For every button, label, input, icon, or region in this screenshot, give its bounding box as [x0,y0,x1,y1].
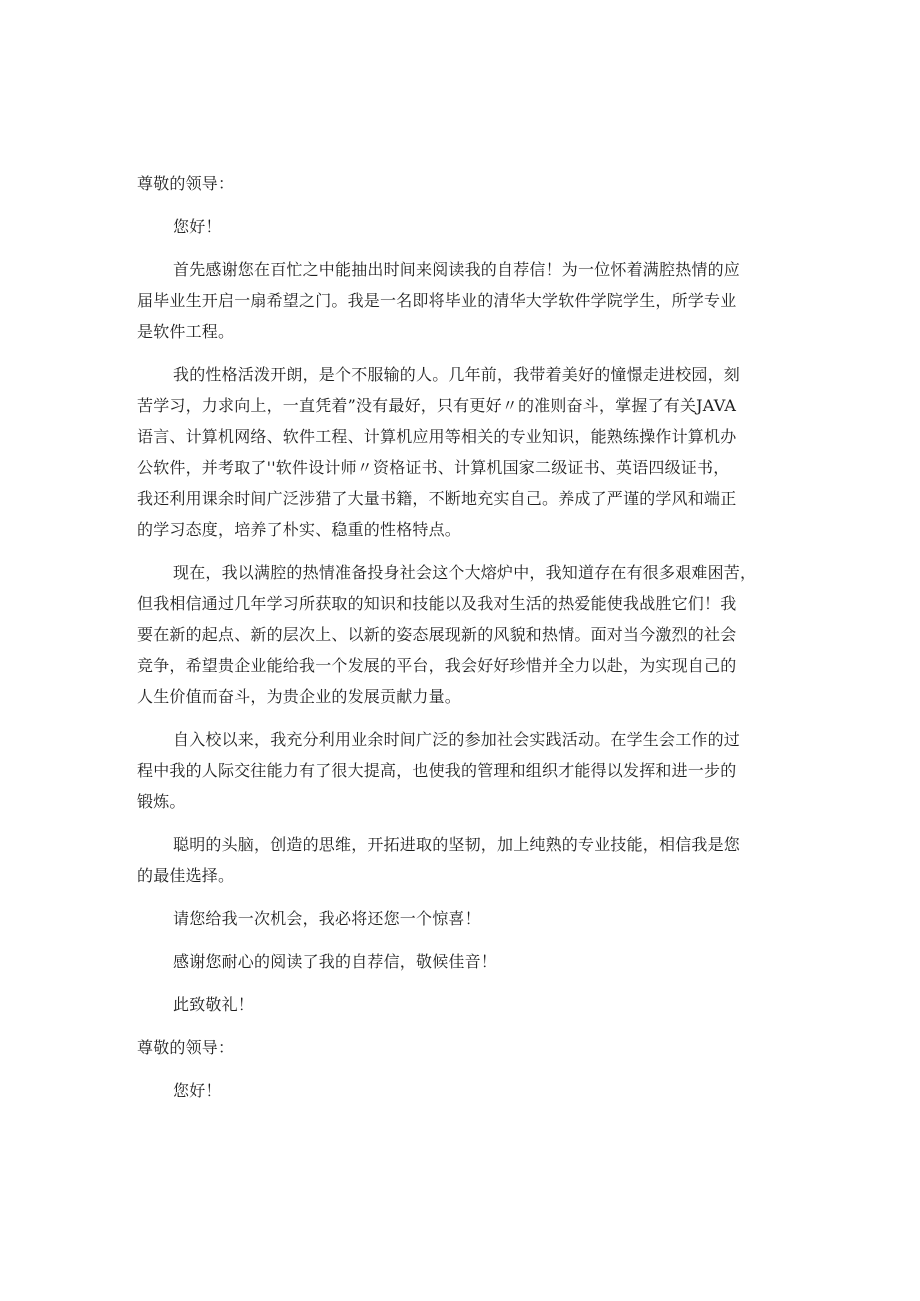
paragraph-line: 的学习态度，培养了朴实、稳重的性格特点。 [137,520,462,539]
paragraph-line: 自入校以来，我充分利用业余时间广泛的参加社会实践活动。在学生会工作的过 [173,730,741,749]
paragraph-line: 现在，我以满腔的热情准备投身社会这个大熔炉中，我知道存在有很多艰难困苦， [173,563,757,582]
paragraph-line: 聪明的头脑，创造的思维，开拓进取的坚韧，加上纯熟的专业技能，相信我是您 [173,835,741,854]
greeting: 您好！ [173,217,222,236]
paragraph-line: 锻炼。 [137,792,186,811]
paragraph-line: 竞争，希望贵企业能给我一个发展的平台，我会好好珍惜并全力以赴，为实现自己的 [137,656,737,675]
paragraph-thanks: 感谢您耐心的阅读了我的自荐信，敬候佳音！ [173,952,498,971]
closing: 此致敬礼！ [173,995,255,1014]
paragraph-line: 苦学习，力求向上，一直凭着”没有最好，只有更好〃的准则奋斗，掌握了有关JAVA [137,396,737,415]
paragraph-line: 公软件，并考取了''软件设计师〃资格证书、计算机国家二级证书、英语四级证书， [137,458,730,477]
paragraph-line: 语言、计算机网络、软件工程、计算机应用等相关的专业知识，能熟练操作计算机办 [137,427,737,446]
paragraph-line: 我的性格活泼开朗，是个不服输的人。几年前，我带着美好的憧憬走进校园，刻 [173,365,741,384]
paragraph-line: 是软件工程。 [137,322,235,341]
paragraph-line: 但我相信通过几年学习所获取的知识和技能以及我对生活的热爱能使我战胜它们！我 [137,594,737,613]
paragraph-strengths [137,829,782,891]
salutation: 尊敬的领导： [137,1038,235,1057]
greeting: 您好！ [173,1081,222,1100]
paragraph-line: 要在新的起点、新的层次上、以新的姿态展现新的风貌和热情。面对当今激烈的社会 [137,625,737,644]
paragraph-intro [137,254,782,347]
paragraph-request: 请您给我一次机会，我必将还您一个惊喜！ [173,909,481,928]
paragraph-line: 首先感谢您在百忙之中能抽出时间来阅读我的自荐信！为一位怀着满腔热情的应 [173,260,741,279]
paragraph-line: 人生价值而奋斗，为贵企业的发展贡献力量。 [137,687,462,706]
paragraph-line: 程中我的人际交往能力有了很大提高，也使我的管理和组织才能得以发挥和进一步的 [137,761,737,780]
paragraph-personality [137,359,782,545]
paragraph-line: 我还利用课余时间广泛涉猎了大量书籍，不断地充实自己。养成了严谨的学风和端正 [137,489,737,508]
paragraph-aspiration [137,557,782,712]
paragraph-line: 届毕业生开启一扇希望之门。我是一名即将毕业的清华大学软件学院学生，所学专业 [137,291,737,310]
paragraph-line: 的最佳选择。 [137,866,235,885]
letter-body [137,168,782,1106]
paragraph-activities [137,724,782,817]
salutation: 尊敬的领导： [137,174,235,193]
